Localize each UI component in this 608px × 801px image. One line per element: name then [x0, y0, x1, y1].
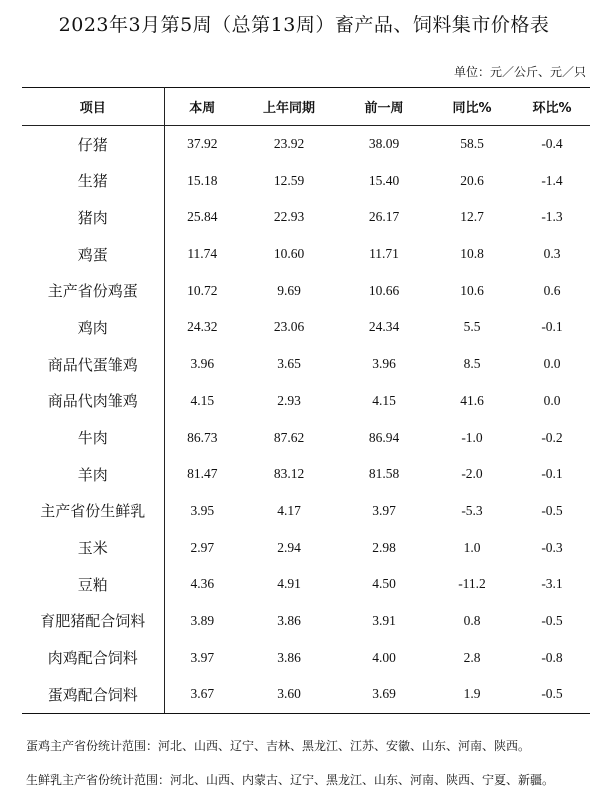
cell-item: 牛肉: [22, 419, 164, 456]
cell-last-year: 23.06: [273, 319, 305, 335]
cell-current-week: 25.84: [187, 209, 218, 225]
cell-last-year: 23.92: [273, 136, 305, 152]
cell-previous-week: 3.69: [338, 676, 430, 713]
table-row: [22, 383, 590, 420]
cell-yoy: 20.6: [460, 172, 484, 188]
cell-yoy: 0.8: [463, 612, 481, 628]
unit-label: 单位：元／公斤、元／只: [453, 65, 586, 79]
cell-last-year: 4.17: [277, 502, 301, 518]
table-row: [22, 566, 590, 603]
table-row: [22, 125, 590, 162]
cell-current-week: 3.95: [190, 502, 215, 518]
cell-item: 鸡蛋: [22, 236, 164, 273]
cell-item: 豆粕: [22, 566, 164, 603]
cell-wow: -0.4: [541, 136, 563, 152]
table-row: [22, 309, 590, 346]
table-row: [22, 493, 590, 530]
cell-wow: -0.3: [541, 539, 563, 555]
cell-current-week: 10.72: [187, 282, 218, 298]
table-row: [22, 346, 590, 383]
cell-wow: -0.1: [541, 319, 563, 335]
cell-current-week: 24.32: [187, 319, 218, 335]
cell-wow: -3.1: [541, 576, 563, 592]
price-table: [22, 87, 590, 714]
milk-scope-note: 生鲜乳主产省份统计范围：河北、山西、内蒙古、辽宁、黑龙江、山东、河南、陕西、宁夏、新疆。: [26, 773, 555, 787]
cell-yoy: -5.3: [461, 502, 483, 518]
cell-current-week: 4.15: [190, 392, 215, 408]
cell-wow: -1.4: [541, 172, 563, 188]
cell-previous-week: 4.00: [372, 649, 396, 665]
cell-last-year: 4.91: [277, 576, 301, 592]
cell-current-week: 37.92: [187, 136, 218, 152]
cell-item: 肉鸡配合饲料: [22, 639, 164, 676]
cell-last-year: 10.60: [273, 246, 305, 262]
cell-previous-week: 86.94: [368, 429, 400, 445]
cell-current-week: 15.18: [187, 172, 218, 188]
cell-previous-week: 2.98: [372, 539, 396, 555]
cell-last-year: 12.59: [273, 172, 305, 188]
cell-previous-week: 4.15: [372, 392, 396, 408]
cell-previous-week: 3.91: [372, 612, 396, 628]
cell-current-week: 3.96: [190, 356, 215, 372]
cell-previous-week: 10.66: [368, 282, 400, 298]
cell-yoy: 12.7: [460, 209, 484, 225]
cell-wow: -0.5: [541, 502, 563, 518]
cell-yoy: -1.0: [461, 429, 483, 445]
table-row: [22, 456, 590, 493]
cell-item: 商品代蛋雏鸡: [22, 346, 164, 383]
header-current-week: 本周: [164, 88, 240, 126]
table-row: [22, 272, 590, 309]
cell-last-year: 83.12: [273, 466, 305, 482]
cell-current-week: 81.47: [187, 466, 218, 482]
cell-previous-week: 3.96: [372, 356, 396, 372]
table-row: [22, 236, 590, 273]
cell-item: 育肥猪配合饲料: [22, 603, 164, 640]
cell-item: 羊肉: [22, 456, 164, 493]
cell-last-year: 2.93: [277, 392, 301, 408]
cell-item: 商品代肉雏鸡: [22, 383, 164, 420]
cell-current-week: 3.97: [190, 649, 215, 665]
cell-item: 生猪: [22, 162, 164, 199]
cell-last-year: 3.65: [277, 356, 301, 372]
table-row: [22, 639, 590, 676]
header-wow: 环比%: [514, 88, 590, 126]
cell-yoy: 2.8: [463, 649, 481, 665]
cell-yoy: 5.5: [463, 319, 481, 335]
cell-current-week: 2.97: [190, 539, 215, 555]
cell-last-year: 3.86: [277, 649, 301, 665]
cell-previous-week: 11.71: [369, 246, 399, 262]
cell-previous-week: 24.34: [368, 319, 400, 335]
cell-item: 仔猪: [22, 125, 164, 162]
cell-last-year: 9.69: [277, 282, 301, 298]
cell-yoy: 10.8: [460, 246, 484, 262]
cell-yoy: 1.0: [463, 539, 481, 555]
table-row: [22, 162, 590, 199]
cell-current-week: 11.74: [187, 246, 218, 262]
cell-yoy: 10.6: [460, 282, 484, 298]
cell-last-year: 3.86: [277, 612, 301, 628]
page-title: 2023年3月第5周（总第13周）畜产品、饲料集市价格表: [58, 14, 550, 36]
cell-wow: 0.3: [543, 246, 561, 262]
header-yoy: 同比%: [430, 88, 514, 126]
header-previous-week: 前一周: [338, 88, 430, 126]
cell-wow: -0.2: [541, 429, 563, 445]
header-last-year: 上年同期: [240, 88, 338, 126]
cell-item: 鸡肉: [22, 309, 164, 346]
table-row: [22, 419, 590, 456]
table-body: [22, 125, 590, 713]
cell-wow: -0.5: [541, 612, 563, 628]
cell-wow: -1.3: [541, 209, 563, 225]
cell-previous-week: 3.97: [372, 502, 396, 518]
cell-current-week: 86.73: [187, 429, 218, 445]
cell-current-week: 3.89: [190, 612, 215, 628]
cell-wow: -0.1: [541, 466, 563, 482]
table-row: [22, 199, 590, 236]
cell-previous-week: 15.40: [368, 172, 400, 188]
cell-item: 主产省份鸡蛋: [22, 272, 164, 309]
cell-last-year: 2.94: [277, 539, 301, 555]
cell-last-year: 3.60: [240, 676, 338, 713]
table-row: [22, 676, 590, 713]
cell-yoy: -11.2: [458, 576, 486, 592]
cell-previous-week: 81.58: [368, 466, 400, 482]
cell-item: 玉米: [22, 529, 164, 566]
cell-current-week: 4.36: [190, 576, 215, 592]
cell-wow: 0.0: [543, 392, 561, 408]
cell-wow: -0.5: [514, 676, 590, 713]
cell-last-year: 22.93: [273, 209, 305, 225]
cell-wow: 0.6: [543, 282, 561, 298]
cell-item: 猪肉: [22, 199, 164, 236]
cell-last-year: 87.62: [273, 429, 305, 445]
cell-yoy: -2.0: [461, 466, 483, 482]
cell-wow: 0.0: [543, 356, 561, 372]
cell-item: 蛋鸡配合饲料: [22, 676, 164, 713]
table-header-row: [22, 88, 590, 126]
table-row: [22, 529, 590, 566]
header-item: 项目: [22, 88, 164, 126]
cell-item: 主产省份生鲜乳: [22, 493, 164, 530]
egg-scope-note: 蛋鸡主产省份统计范围：河北、山西、辽宁、吉林、黑龙江、江苏、安徽、山东、河南、陕西。: [26, 739, 531, 753]
cell-current-week: 3.67: [164, 676, 240, 713]
cell-yoy: 41.6: [460, 392, 484, 408]
cell-wow: -0.8: [541, 649, 563, 665]
cell-yoy: 8.5: [463, 356, 481, 372]
cell-previous-week: 38.09: [368, 136, 400, 152]
cell-previous-week: 26.17: [368, 209, 400, 225]
cell-yoy: 58.5: [460, 136, 484, 152]
cell-previous-week: 4.50: [372, 576, 396, 592]
cell-yoy: 1.9: [430, 676, 514, 713]
table-row: [22, 603, 590, 640]
